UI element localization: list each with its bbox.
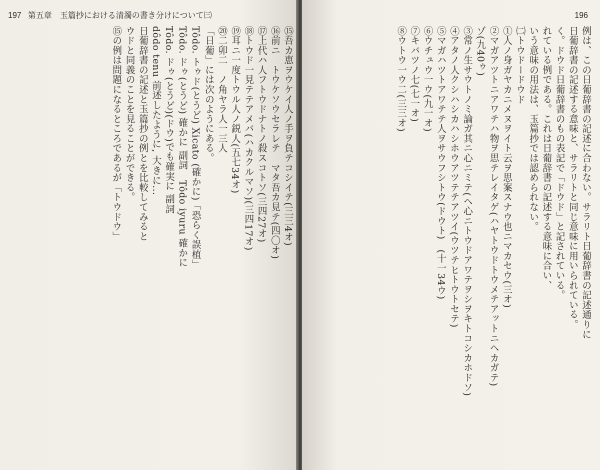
left-page bbox=[0, 0, 298, 470]
text-column: ⑯前ニ トウケソウセラレテ マタ吾カ見テ(四〇オ) bbox=[268, 26, 280, 260]
text-column: ①人ノ身ガヤカニメヌヲイト云ヲ思案スナウ也ニマカセウ(三オ) bbox=[500, 26, 512, 309]
left-page-number: 197 bbox=[8, 11, 22, 20]
text-column: ⑤マガハツトアワテテ人ヲサウフシトウ(ドウト) (十一34ウ) bbox=[434, 26, 446, 300]
text-column: れている例である。これは日葡辞書の記述する意味に合い、 bbox=[540, 26, 552, 291]
left-page-header bbox=[8, 10, 290, 22]
text-column: 例は、この日葡辞書の記述に合わない。サラリト日葡辞書の記述通りに bbox=[580, 26, 591, 340]
text-column: dôdo tenu 前述したように, 大きに... bbox=[149, 26, 161, 196]
text-column: いう意味の用法は、玉篇抄では認められない。 bbox=[527, 26, 539, 232]
running-header: 第五章 玉篇抄における清濁の書き分けについて㈢ bbox=[27, 11, 212, 20]
text-column: 「日葡」には次のようにある。 bbox=[202, 26, 214, 164]
right-page-body bbox=[306, 26, 592, 460]
text-column: ⑲耳ニ一度トウル人ノ鋭人(五七34オ) bbox=[229, 26, 241, 194]
right-page bbox=[302, 0, 600, 470]
text-column: ④アタノ人クシハシカハシホウアツテテアツイ(ウツテヒトウトセテ) bbox=[447, 26, 459, 328]
text-column: ⑮吾カ恵ヲウケイ人ノ手ヲ負テコシイテ(三三4オ) bbox=[282, 26, 293, 247]
text-column: 日葡辞書の記述と玉篇抄の例とを比較してみると bbox=[136, 26, 148, 242]
text-column: ⑦キバツノ七(七一オ) bbox=[408, 26, 420, 123]
left-page-body bbox=[6, 26, 294, 460]
section-heading: ㈡トウドードウド bbox=[513, 26, 525, 105]
right-page-number: 196 bbox=[574, 11, 588, 20]
text-column: く。ドウド日葡辞書のもの表記で「ドウド」と記されている。 bbox=[553, 26, 565, 301]
text-column: Tôdo. トゥド(とうど) Xicato (確かに)「恐らく誤植」 bbox=[189, 26, 201, 270]
right-page-header bbox=[310, 10, 592, 22]
text-column: ⑮の例は問題になるところであるが「トウドウ」 bbox=[110, 26, 122, 242]
text-column: 日葡辞書の記述する意味と、サラリトと同じ意味に用いられている。 bbox=[566, 26, 578, 330]
text-column: ⑳二卯二 ノ角ヤラ人一三人 bbox=[215, 26, 227, 154]
text-column: Tôdo. ドゥ(とうど) 確かに 副詞 Tôdo iyuru 確かに bbox=[176, 26, 188, 268]
text-column: ③常ノ生サウトノミ論ガ其ニ心ニミテ(ヘ心ニトウドアワテヲシヲキトコシカホドソ) bbox=[461, 26, 473, 397]
text-column: ⑰上代ハ人フトウドナトノ殺スコトソ(三四27オ) bbox=[255, 26, 267, 243]
text-column: ゾ(九40ゥ) bbox=[474, 26, 486, 77]
text-column: ⑥ウチュウ一ウ(九一オ) bbox=[421, 26, 433, 133]
text-column: ⑧ウトウ一ウ二(三三オ) bbox=[395, 26, 407, 133]
text-column: ウドと同義のことを見ることができる。 bbox=[123, 26, 135, 203]
text-column: ⑱トウド一見テテアメバ(ハカクルマソ)(三四17オ) bbox=[242, 26, 254, 251]
text-column: ②マガアツトニアワテハ物ヲ思テレイタゲ(ハヤトウドトウメテアットニヘカガテ) bbox=[487, 26, 499, 387]
text-column: Tôdo. ドゥ(とうど)(ドウ)でも確実に 副詞 bbox=[163, 26, 175, 215]
